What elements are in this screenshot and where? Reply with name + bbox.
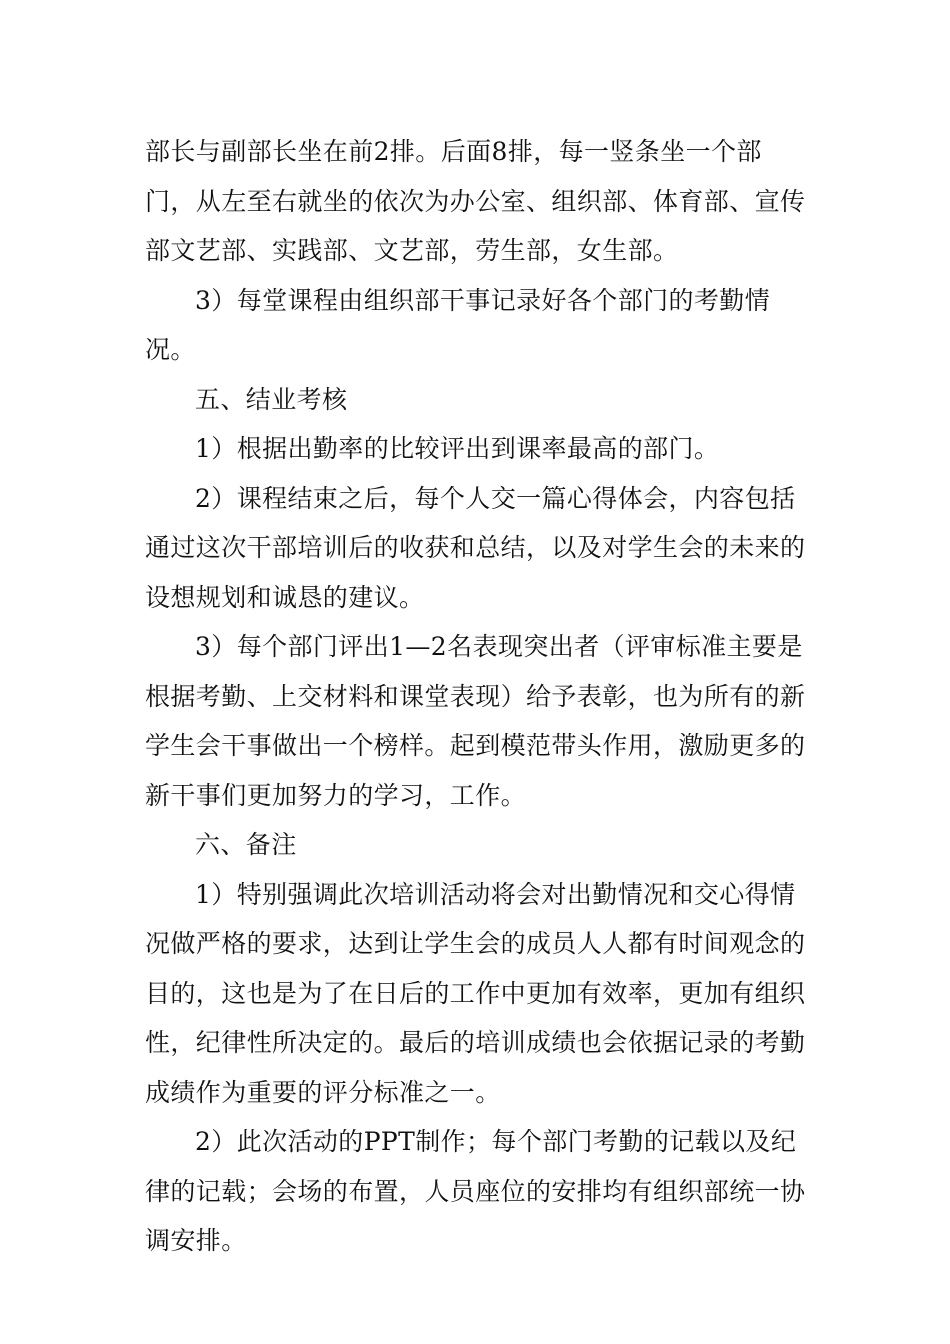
paragraph-attendance-rate: 1）根据出勤率的比较评出到课率最高的部门。 xyxy=(195,434,720,463)
document-body xyxy=(145,127,810,1266)
paragraph-ppt-coordination: 2）此次活动的PPT制作；每个部门考勤的记载以及纪律的记载；会场的布置，人员座位的安排均有组织部统一协调安排。 xyxy=(145,1127,806,1255)
paragraph-attendance-emphasis: 1）特别强调此次培训活动将会对出勤情况和交心得情况做严格的要求，达到让学生会的成员人人都有时间观念的目的，这也是为了在日后的工作中更加有效率，更加有组织性，纪律性所决定的。最后的培训成绩也会依据记录的考勤成绩作为重要的评分标准之一。 xyxy=(145,879,806,1107)
paragraph-attendance-record: 3）每堂课程由组织部干事记录好各个部门的考勤情况。 xyxy=(145,285,771,364)
paragraph-reflection-essay: 2）课程结束之后，每个人交一篇心得体会，内容包括通过这次干部培训后的收获和总结，以及对学生会的未来的设想规划和诚恳的建议。 xyxy=(145,483,806,612)
paragraph-seating-arrangement: 部长与副部长坐在前2排。后面8排，每一竖条坐一个部门，从左至右就坐的依次为办公室、组织部、体育部、宣传部文艺部、实践部、文艺部，劳生部，女生部。 xyxy=(145,137,806,265)
section-heading-notes: 六、备注 xyxy=(195,830,297,859)
section-heading-assessment: 五、结业考核 xyxy=(195,384,348,414)
paragraph-outstanding-members: 3）每个部门评出1—2名表现突出者（评审标准主要是根据考勤、上交材料和课堂表现）给予表彰，也为所有的新学生会干事做出一个榜样。起到模范带头作用，激励更多的新干事们更加努力的学习，工作。 xyxy=(145,632,806,810)
